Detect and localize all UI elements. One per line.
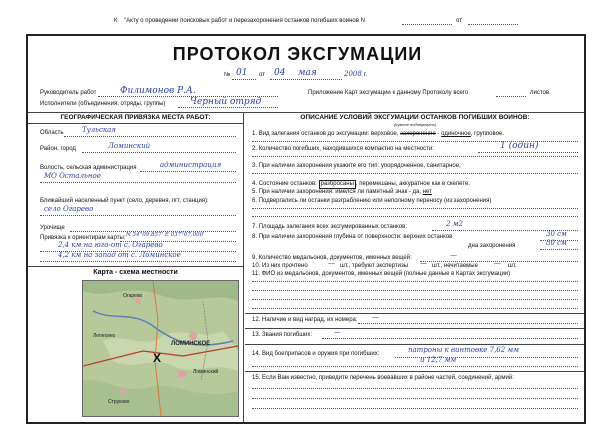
item-3-text: При наличии захоронения укажите его тип: упорядоченное, санитарное,: [258, 163, 461, 169]
item-2-number: 2.: [252, 146, 258, 152]
item-10-number: 10.: [252, 263, 261, 269]
protocol-date-year[interactable]: 2008: [344, 70, 362, 78]
nearest-value[interactable]: село Огарево: [44, 205, 94, 213]
nearest-label: Ближайший населенный пункт (село, деревня, пгт, станция):: [40, 198, 209, 204]
item-14-value-2[interactable]: и 12,7 мм: [420, 356, 457, 364]
item-1-separator: -: [435, 131, 442, 137]
map-label-lepehino: Лепехино: [93, 333, 116, 339]
item-15-number: 15.: [252, 375, 261, 381]
district-label: Район, город: [40, 146, 76, 152]
item-14-field-line-2: [252, 366, 578, 367]
item-8-value-top[interactable]: 30 см: [546, 230, 567, 238]
item-6: [252, 198, 491, 205]
item-1-text: Вид залегания останков до эксгумации: верховое,: [258, 131, 399, 137]
item-13: [252, 332, 312, 339]
item-15-line-3: [252, 408, 578, 409]
map-burial-marker: X: [153, 351, 162, 365]
item-5-selected: нет: [422, 189, 432, 195]
header-number-line: [402, 24, 452, 25]
district-line: [82, 152, 236, 153]
protocol-year-suffix: г.: [364, 72, 368, 78]
item-5-text: При наличии захоронения: имелся ли памятный знак - да,: [258, 189, 422, 195]
item-12-value[interactable]: —: [372, 313, 379, 321]
item-15-line-2: [252, 398, 578, 399]
item-7-value[interactable]: 2 м2: [446, 220, 463, 228]
item-13-number: 13.: [252, 332, 261, 338]
region-label: Область: [40, 130, 64, 136]
item-13-value[interactable]: —: [334, 328, 341, 336]
item-14-text: Вид боеприпасов и оружия при погибших:: [262, 351, 380, 357]
attachment-sheets-label: листов.: [530, 90, 551, 96]
item-11: [252, 271, 510, 278]
anchor-value-3[interactable]: 4,2 км на запад от с. Ломинское: [58, 251, 181, 259]
tract-label: Урочище: [40, 225, 65, 231]
header-date-line: [468, 24, 518, 25]
item-10-text-1: шт., требуют экспертизы: [340, 263, 409, 269]
item-3-line: [252, 173, 578, 174]
volost-value-1[interactable]: администрация: [160, 161, 222, 169]
volost-label: Волость, сельская администрация: [40, 165, 137, 171]
protocol-number-value[interactable]: 01: [236, 68, 248, 78]
item-2-field-line: [478, 152, 578, 153]
item-10-expertise-value[interactable]: —: [420, 259, 427, 267]
item-7-text: Площадь залегания всех эксгумированных останков:: [258, 224, 408, 230]
item-5: [252, 189, 432, 196]
item-10-text-2: шт., нечитаемые: [432, 263, 478, 269]
item-3-number: 3.: [252, 163, 258, 169]
item-2-value[interactable]: 1 (один): [500, 141, 539, 151]
item-4-text: Состояние останков:: [258, 181, 317, 187]
anchor-label: Привязка к ориентирам карты:: [40, 235, 126, 241]
item-1-tail: , групповое.: [470, 131, 504, 137]
item-2-line: [252, 156, 578, 157]
item-8-value-bottom[interactable]: 80 см: [546, 239, 567, 247]
item-6-line-2: [252, 216, 578, 217]
item-3: [252, 163, 461, 170]
map-label-ogarevo: Огарево: [123, 293, 143, 299]
item-11-line-2: [252, 290, 578, 291]
executors-line: [178, 107, 278, 108]
item-14-value-1[interactable]: патроны к винтовке 7,62 мм: [408, 346, 520, 354]
item-8-text: При наличии захоронения глубина от поверхности: верхних останков: [258, 234, 453, 240]
item-14: [252, 351, 379, 358]
item-4-tail: , перемешаны, аккуратное как в скелете.: [355, 181, 470, 187]
anchor-value-1[interactable]: N 54°09.857' E 037°07.006': [126, 232, 205, 238]
header-separator: [28, 112, 584, 113]
item-12: [252, 317, 358, 324]
item-13-field-line: [322, 338, 578, 339]
map-label-strukovo: Струково: [108, 399, 130, 405]
item-11-number: 11.: [252, 271, 260, 277]
item-10-read-value[interactable]: —: [328, 259, 335, 267]
protocol-date-day[interactable]: 04: [274, 68, 286, 78]
item-4-number: 4.: [252, 181, 258, 187]
item-1: [252, 131, 504, 138]
executors-label: Исполнители (объединения, отряды, группы): [40, 101, 166, 107]
conditions-heading: ОПИСАНИЕ УСЛОВИЙ ЭКСГУМАЦИИ ОСТАНКОВ ПОГИБШИХ ВОИНОВ:: [300, 114, 530, 121]
item-6-text: Подвергались ли останки разграблению или неполному переносу (из захоронения): [258, 198, 492, 204]
item-12-number: 12.: [252, 317, 261, 323]
item-10: [252, 263, 308, 270]
item-8: [252, 234, 452, 241]
volost-line-1: [140, 171, 236, 172]
item-8-field-line-2: [540, 249, 578, 250]
protocol-date-line: [270, 79, 342, 80]
item-1-selected: одиночное: [441, 131, 471, 137]
anchor-value-2[interactable]: 2,4 км на юго-от с. Огарево: [58, 241, 163, 249]
item-7-number: 7.: [252, 224, 258, 230]
item-15: [252, 375, 514, 382]
item-4: [252, 180, 470, 189]
item-1-struck: захоронение: [400, 131, 436, 137]
nearest-line: [40, 215, 236, 216]
map-scheme: [82, 280, 239, 417]
district-value[interactable]: Ломинский: [108, 142, 151, 150]
map-image: [83, 281, 238, 416]
protocol-from-label: от: [259, 72, 265, 78]
leader-label: Руководитель работ: [40, 90, 97, 96]
map-title: Карта - схема местности: [93, 269, 178, 276]
region-value[interactable]: Тульская: [82, 126, 116, 134]
conditions-subnote: (нужное подчеркнуть): [393, 122, 437, 127]
region-line: [64, 136, 236, 137]
item-14-separator: [245, 344, 584, 345]
item-8-number: 8.: [252, 234, 258, 240]
geo-heading: ГЕОГРАФИЧЕСКАЯ ПРИВЯЗКА МЕСТА РАБОТ:: [60, 114, 211, 121]
item-12-text: Наличие и вид наград, их номера:: [262, 317, 358, 323]
item-12-field-line: [358, 323, 578, 324]
item-10-text-3: шт.: [508, 263, 517, 269]
protocol-date-month[interactable]: мая: [298, 68, 317, 78]
item-11-line-4: [252, 308, 578, 309]
item-11-text: ФИО из медальонов, документов, именных вещей (полные данные в Картах эксгумации): [261, 271, 511, 277]
attachment-text: Приложение Карт эксгумации к данному Протоколу всего: [308, 90, 469, 96]
volost-value-2[interactable]: МО Остальное: [44, 172, 101, 180]
column-divider: [243, 112, 244, 422]
item-11-line-1: [252, 281, 578, 282]
item-10-text: Из них прочтено: [262, 263, 308, 269]
item-13-text: Звания погибших:: [262, 332, 313, 338]
attachment-count-line: [496, 96, 526, 97]
item-10-unreadable-value[interactable]: —: [494, 259, 501, 267]
map-label-lominskoe: ЛОМИНСКОЕ: [171, 341, 211, 347]
item-13-separator: [245, 328, 584, 329]
item-15-text: Если Вам известно, приведите перечень воевавших в районе частей, соединений, армий:: [262, 375, 514, 381]
item-8-text-2: дна захоронения: [468, 243, 516, 249]
item-12-separator: [245, 313, 584, 314]
anchor-line-3: [40, 261, 236, 262]
map-label-lominsky: Ломинский: [193, 369, 219, 375]
item-7: [252, 224, 407, 231]
item-6-number: 6.: [252, 198, 258, 204]
item-14-number: 14.: [252, 351, 261, 357]
map-title-separator: [28, 266, 243, 267]
leader-value[interactable]: Филимонов Р.А.: [120, 86, 196, 96]
item-2: [252, 146, 434, 153]
item-5-number: 5.: [252, 189, 258, 195]
header-left-letter: К: [114, 18, 118, 24]
item-15-line-1: [252, 388, 578, 389]
item-9-value[interactable]: —: [450, 251, 457, 259]
geo-heading-separator: [28, 123, 243, 124]
item-2-text: Количество погибших, находившихся компактно на местности:: [258, 146, 434, 152]
page-title: ПРОТОКОЛ ЭКСГУМАЦИИ: [172, 44, 423, 64]
protocol-number-label: №: [224, 72, 231, 78]
item-4-selected: разбросаны: [320, 181, 354, 187]
header-caption: "Акту о проведении поисковых работ и перезахоронения останков погибших воинов N: [124, 18, 365, 24]
header-caption-from: от: [456, 18, 462, 24]
item-6-line-1: [252, 208, 578, 209]
item-11-line-3: [252, 299, 578, 300]
item-9-number: 9.: [252, 255, 258, 261]
item-15-separator: [245, 371, 584, 372]
item-1-number: 1.: [252, 131, 258, 137]
protocol-number-line: [232, 79, 256, 80]
volost-line-2: [40, 182, 236, 183]
item-9-text: Количество медальонов, документов, именных вещей:: [258, 255, 412, 261]
executors-value[interactable]: Черный отряд: [190, 97, 262, 107]
